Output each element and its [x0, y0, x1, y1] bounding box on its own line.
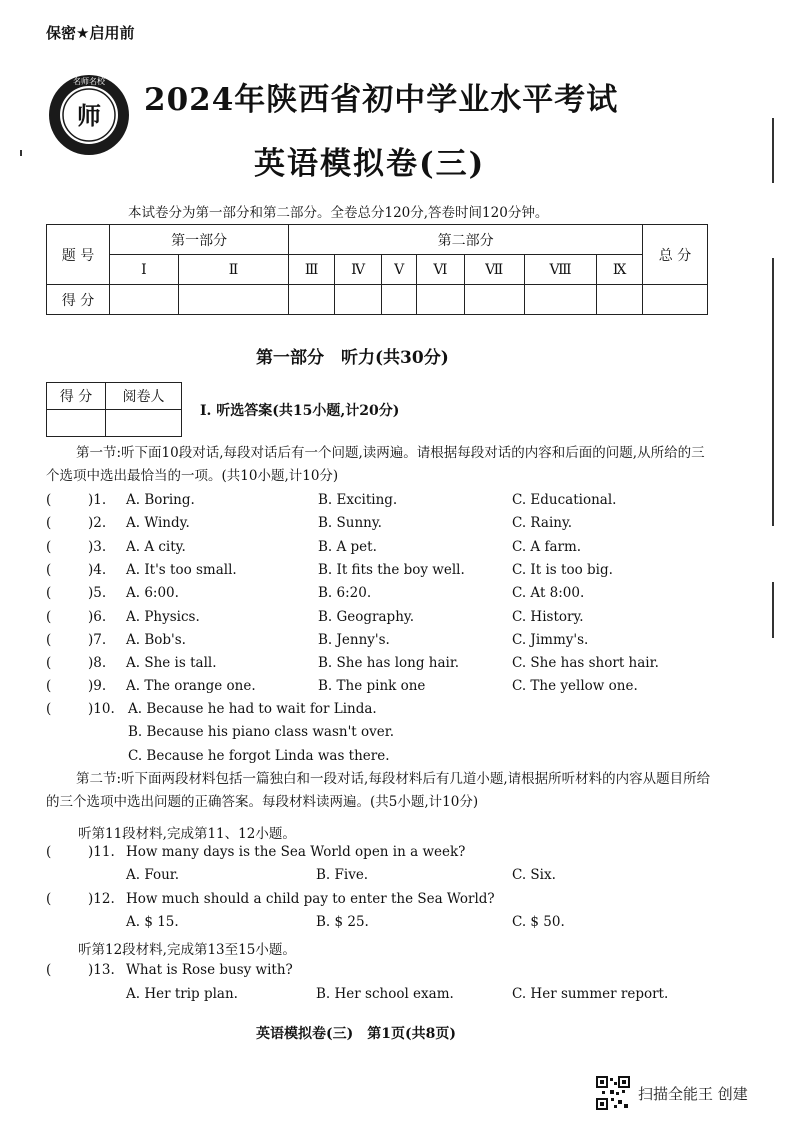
answer-bracket-open: ( [46, 608, 52, 625]
option-c: C. History. [512, 608, 584, 625]
option-c: C. At 8:00. [512, 585, 585, 602]
qr-code-icon [596, 1076, 630, 1110]
option-b: B. $ 25. [316, 914, 369, 930]
question-row [46, 536, 746, 559]
option-a: A. A city. [126, 538, 186, 555]
option-c: C. Rainy. [512, 515, 573, 532]
question-number: )12. [88, 891, 115, 907]
answer-bracket-open: ( [46, 515, 52, 532]
section1-title: Ⅰ. 听选答案(共15小题,计20分) [200, 403, 400, 419]
answer-bracket-open: ( [46, 585, 52, 602]
score-col: Ⅱ [178, 255, 289, 285]
score-table [46, 224, 708, 315]
question-row [46, 489, 746, 512]
option-a: A. Boring. [126, 492, 195, 508]
score-col: Ⅴ [382, 255, 417, 285]
scan-edge-mark [772, 258, 774, 526]
option-b: B. Five. [316, 867, 369, 883]
answer-bracket-open: ( [46, 844, 52, 860]
answer-bracket-open: ( [46, 891, 52, 907]
option-c: C. Jimmy's. [512, 631, 589, 648]
question-row [46, 582, 746, 605]
option-a: A. 6:00. [126, 585, 179, 602]
logo-ring-text: 名师名校 [73, 77, 105, 86]
question-number: )1. [88, 492, 107, 508]
logo-text: 师 [77, 101, 101, 130]
option-b: B. Her school exam. [316, 986, 454, 1002]
scanner-watermark [596, 1076, 748, 1110]
option-c: C. Her summer report. [512, 986, 669, 1002]
score-cell [417, 285, 464, 315]
question-row [46, 652, 746, 675]
question-number: )2. [88, 515, 107, 532]
option-c: C. Educational. [512, 492, 617, 508]
option-c: C. A farm. [512, 538, 582, 555]
question-row [46, 675, 746, 698]
score-col: Ⅲ [289, 255, 335, 285]
question-11 [46, 841, 746, 864]
option-b: B. Sunny. [318, 515, 382, 532]
grader-reviewer-label: 阅卷人 [106, 383, 182, 410]
option-a: A. Windy. [126, 515, 190, 532]
question-number: )11. [88, 844, 115, 860]
question-10 [46, 698, 746, 721]
question-text: How much should a child pay to enter the Sea World? [126, 891, 495, 907]
scan-edge-mark [772, 582, 774, 638]
answer-bracket-open: ( [46, 678, 52, 695]
score-cell [178, 285, 289, 315]
score-cell [382, 285, 417, 315]
question-13-options [46, 983, 746, 1006]
part1-title: 第一部分 听力(共30分) [256, 348, 449, 368]
option-a: A. It's too small. [126, 561, 237, 578]
option-a: A. Her trip plan. [126, 986, 238, 1002]
answer-bracket-open: ( [46, 655, 52, 672]
scan-edge-mark [772, 118, 774, 183]
score-cell [289, 285, 335, 315]
exam-title: 2024年陕西省初中学业水平考试 [144, 82, 619, 118]
question-number: )10. [88, 701, 115, 717]
score-table-part2: 第二部分 [289, 225, 643, 255]
question-row [46, 512, 746, 535]
score-col: Ⅶ [464, 255, 524, 285]
answer-bracket-open: ( [46, 561, 52, 578]
question-row [46, 606, 746, 629]
question-12-options [46, 911, 746, 934]
question-10-option-c-row [46, 745, 746, 768]
score-table-score-label: 得 分 [47, 285, 110, 315]
score-cell [597, 285, 643, 315]
scanner-label: 扫描全能王 创建 [638, 1084, 748, 1103]
question-number: )9. [88, 678, 107, 695]
question-13 [46, 959, 746, 982]
question-text: How many days is the Sea World open in a week? [126, 844, 466, 860]
question-row [46, 559, 746, 582]
grader-score-cell [47, 410, 106, 437]
answer-bracket-open: ( [46, 701, 52, 717]
score-table-part1: 第一部分 [110, 225, 289, 255]
option-a: A. She is tall. [126, 655, 217, 672]
question-11-options [46, 864, 746, 887]
option-a: A. Bob's. [126, 631, 186, 648]
option-a: A. $ 15. [126, 914, 179, 930]
section1-instruction: 第一节:听下面10段对话,每段对话后有一个问题,读两遍。请根据每段对话的内容和后面的问题,从所给的三个选项中选出最恰当的一项。(共10小题,计10分) [46, 445, 705, 484]
listen-note-11: 听第11段材料,完成第11、12小题。 [78, 826, 296, 842]
score-cell [464, 285, 524, 315]
option-a: A. Four. [126, 867, 180, 883]
score-col: Ⅸ [597, 255, 643, 285]
answer-bracket-open: ( [46, 631, 52, 648]
option-b: B. Because his piano class wasn't over. [128, 724, 395, 740]
exam-intro: 本试卷分为第一部分和第二部分。全卷总分120分,答卷时间120分钟。 [128, 205, 549, 221]
option-c: C. She has short hair. [512, 655, 659, 672]
school-logo [46, 72, 132, 158]
score-col: Ⅰ [110, 255, 179, 285]
question-text: What is Rose busy with? [126, 962, 293, 978]
grader-reviewer-cell [106, 410, 182, 437]
score-cell [335, 285, 382, 315]
option-b: B. It fits the boy well. [318, 561, 465, 578]
question-12 [46, 888, 746, 911]
answer-bracket-open: ( [46, 538, 52, 555]
question-number: )3. [88, 538, 107, 555]
page-footer: 英语模拟卷(三) 第1页(共8页) [256, 1026, 456, 1042]
scan-edge-mark [20, 150, 22, 156]
question-number: )8. [88, 655, 107, 672]
option-c: C. It is too big. [512, 561, 613, 578]
score-table-total: 总 分 [643, 225, 708, 285]
option-a: A. The orange one. [126, 678, 256, 695]
section2-instruction: 第二节:听下面两段材料包括一篇独白和一段对话,每段材料后有几道小题,请根据所听材料的内容从题目所给的三个选项中选出问题的正确答案。每段材料读两遍。(共5小题,计10分) [46, 771, 711, 810]
option-c: C. $ 50. [512, 914, 565, 930]
confidential-label: 保密★启用前 [46, 24, 135, 42]
score-col: Ⅳ [335, 255, 382, 285]
question-number: )6. [88, 608, 107, 625]
question-number: )4. [88, 561, 107, 578]
option-b: B. Jenny's. [318, 631, 390, 648]
option-c: C. Six. [512, 867, 556, 883]
question-row [46, 629, 746, 652]
answer-bracket-open: ( [46, 962, 52, 978]
score-col: Ⅵ [417, 255, 464, 285]
option-c: C. The yellow one. [512, 678, 638, 695]
question-number: )7. [88, 631, 107, 648]
option-b: B. 6:20. [318, 585, 372, 602]
option-b: B. Exciting. [318, 492, 398, 508]
exam-subtitle: 英语模拟卷(三) [254, 146, 486, 182]
grader-score-label: 得 分 [47, 383, 106, 410]
score-table-no-label: 题 号 [47, 225, 110, 285]
score-cell [643, 285, 708, 315]
option-c: C. Because he forgot Linda was there. [128, 748, 390, 764]
listen-note-12: 听第12段材料,完成第13至15小题。 [78, 942, 296, 958]
score-cell [524, 285, 597, 315]
score-cell [110, 285, 179, 315]
option-b: B. A pet. [318, 538, 377, 555]
question-10-option-b-row [46, 721, 746, 744]
option-b: B. The pink one [318, 678, 426, 695]
option-a: A. Because he had to wait for Linda. [128, 701, 377, 717]
option-a: A. Physics. [126, 608, 200, 625]
option-b: B. She has long hair. [318, 655, 460, 672]
answer-bracket-open: ( [46, 492, 52, 508]
grader-box [46, 382, 182, 437]
option-b: B. Geography. [318, 608, 415, 625]
score-col: Ⅷ [524, 255, 597, 285]
question-number: )5. [88, 585, 107, 602]
question-number: )13. [88, 962, 115, 978]
